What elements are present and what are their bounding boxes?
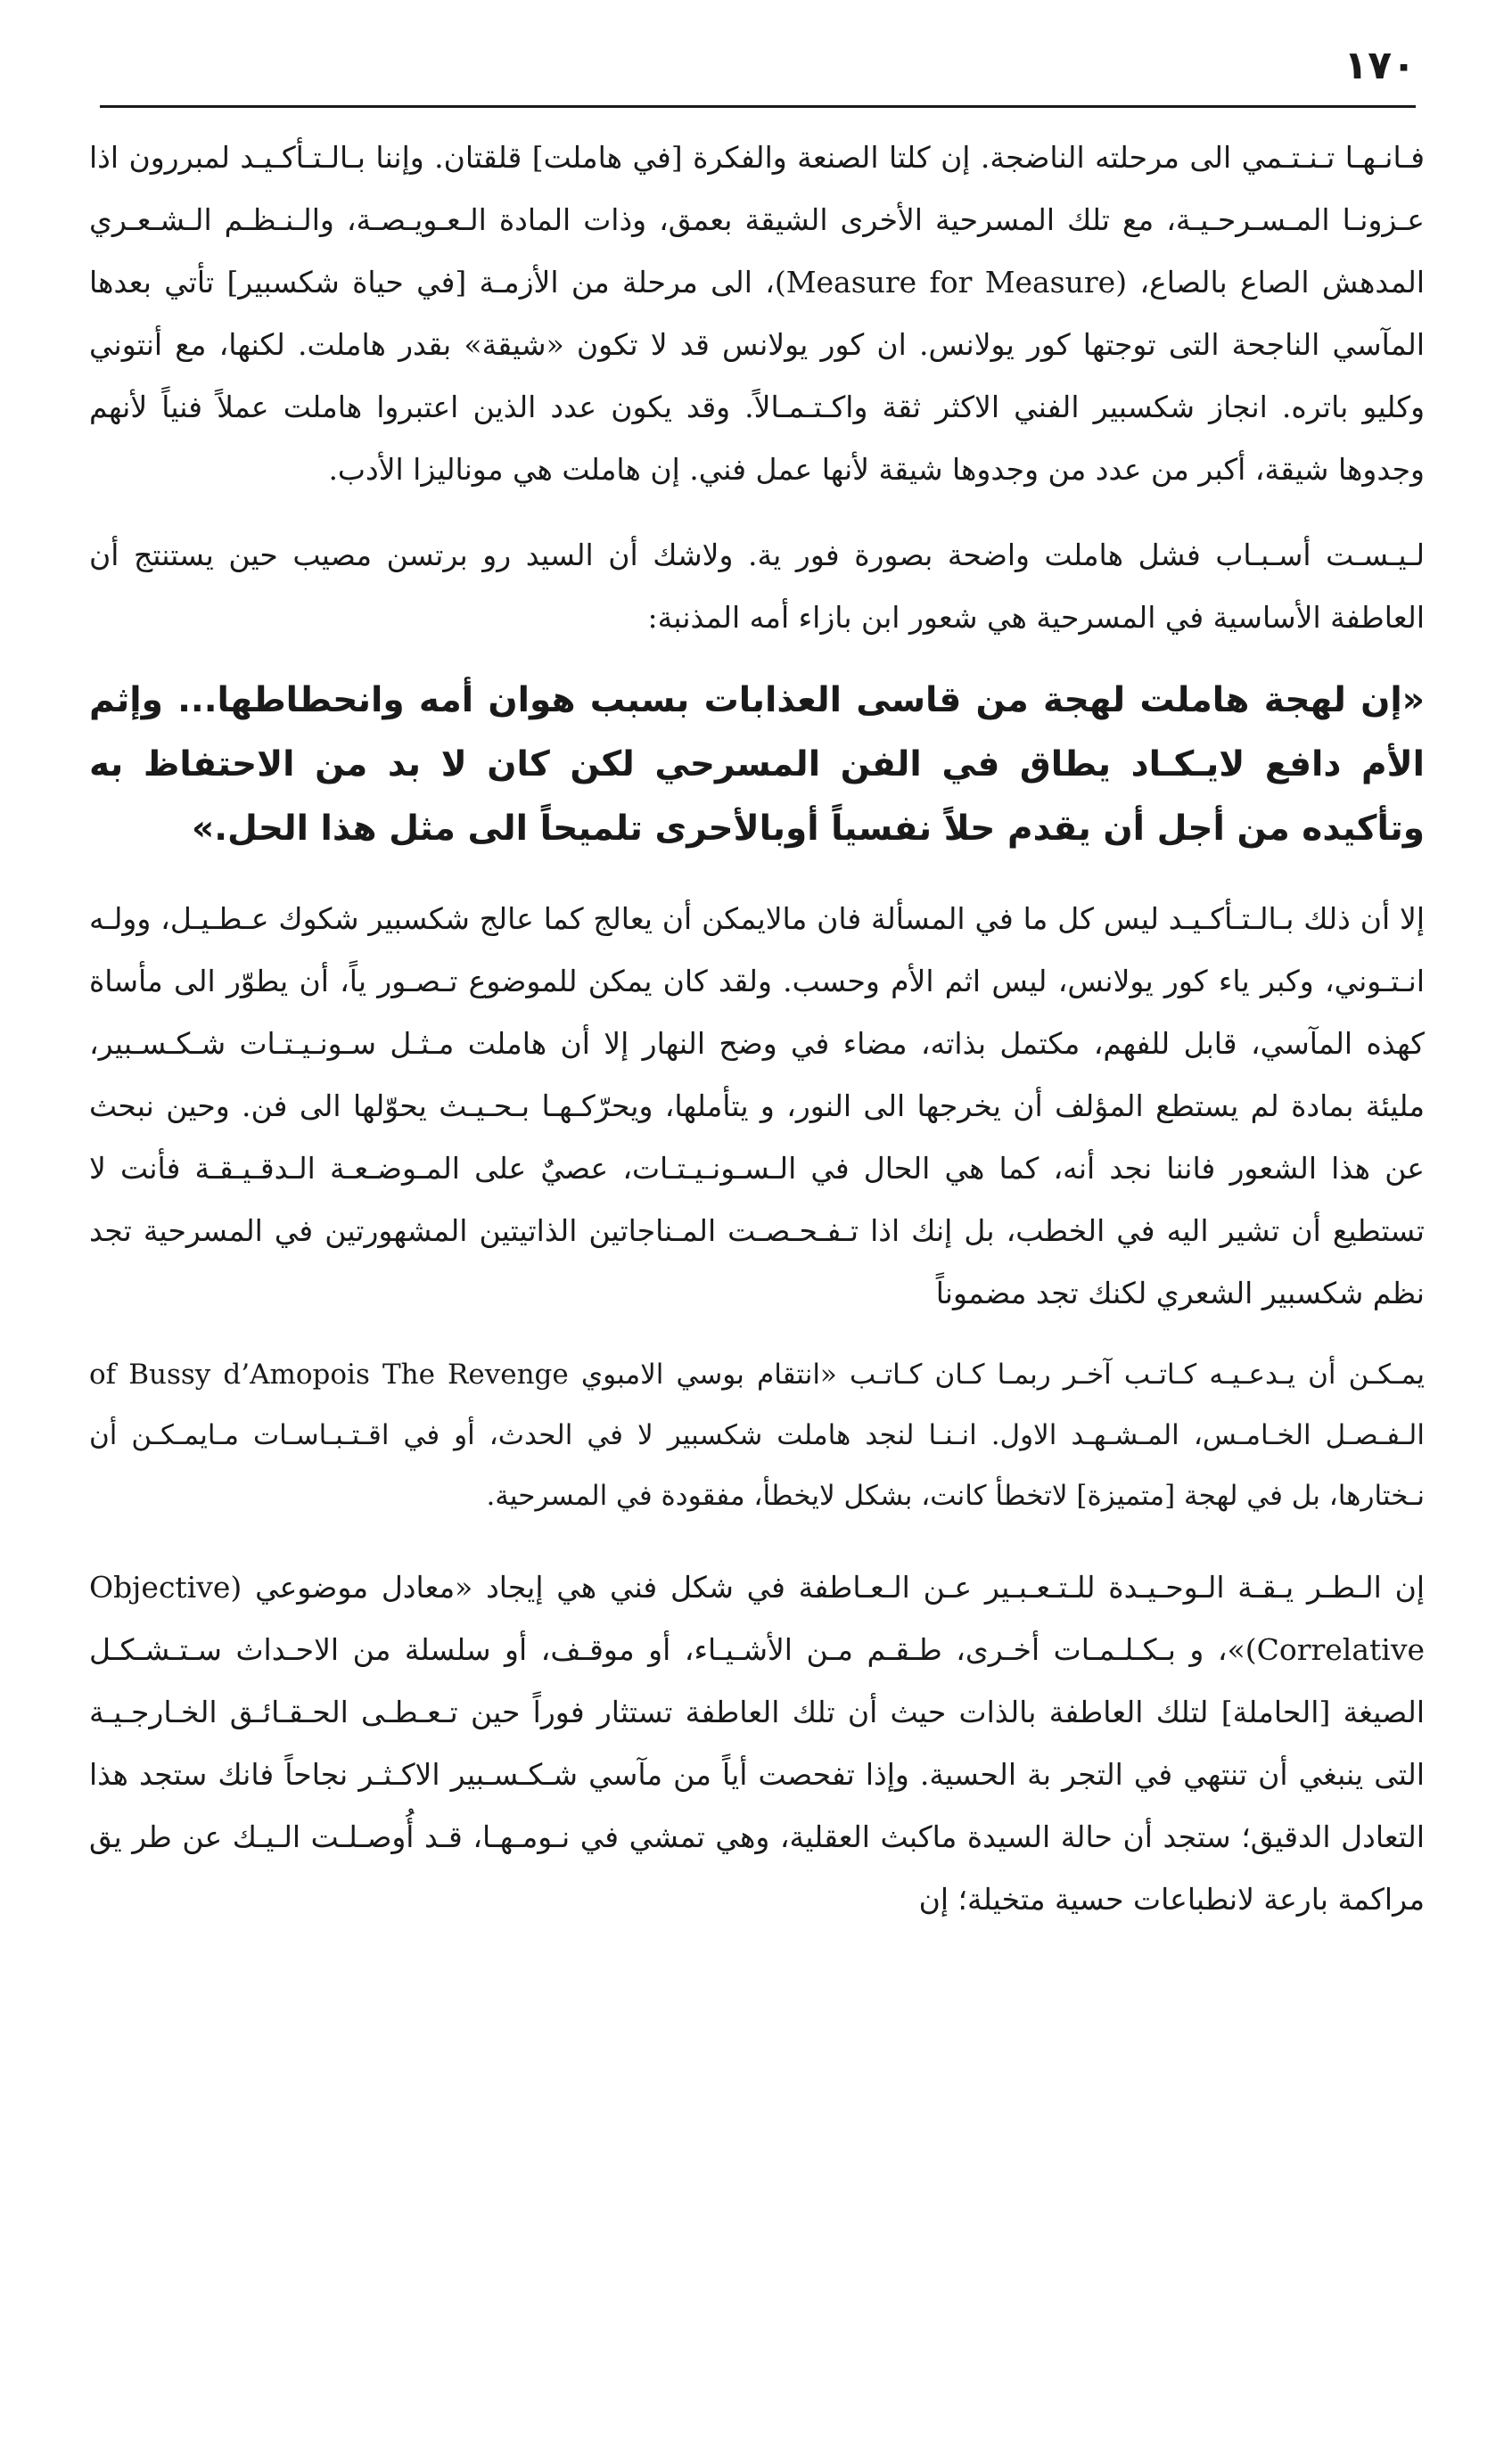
paragraph-gap bbox=[89, 1546, 1425, 1556]
paragraph-4: يمـكـن أن يـدعـيـه كـاتـب آخـر ربمـا كـان كـاتـب «انتقام بوسي الامبوي of Bussy d’Amopois The Revenge الـفـصـل الخـامـس، المـشـهـد الاول. انـنـا لنجد هاملت شكسبير لا في الحدث، أو في اقـتـبـاسـات مـايمـكـن أن نـختارها، بل في لهجة [متميزة] لاتخطأ كانت، بشكل لايخطأ، مفقودة في المسرحية. bbox=[89, 1359, 1425, 1512]
page-number: ١٧٠ bbox=[1344, 43, 1416, 88]
paragraph-2: لـيـسـت أسـبـاب فشل هاملت واضحة بصورة فور ية. ولاشك أن السيد رو برتسن مصيب حين يستنتج أن العاطفة الأساسية في المسرحية هي شعور ابن بازاء أمه المذنبة: bbox=[89, 538, 1425, 635]
paragraph-5: إن الـطـر يـقـة الـوحـيـدة للـتـعـبـير عـن الـعـاطفة في شكل فني هي إيجاد «معادل موضوعي (Objective Correlative)»، و بـكـلـمـات أخـرى، طـقـم مـن الأشـيـاء، أو موقـف، أو سلسلة من الاحـداث سـتـشـكـل الصيغة [الحاملة] لتلك العاطفة بالذات حيث أن تلك العاطفة تستثار فوراً حين تـعـطـى الحـقـائـق الخـارجـيـة التى ينبغي أن تنتهي في التجر بة الحسية. وإذا تفحصت أياً من مآسي شـكـسـبير الاكـثـر نجاحاً فانك ستجد هذا التعادل الدقيق؛ ستجد أن حالة السيدة ماكبث العقلية، وهي تمشي في نـومـهـا، قـد أُوصـلـت الـيـك عن طر يق مراكمة بارعة لانطباعات حسية متخيلة؛ إن bbox=[89, 1570, 1425, 1917]
header-rule bbox=[100, 105, 1416, 108]
page-body bbox=[89, 127, 1425, 1950]
block-quote: «إن لهجة هاملت لهجة من قاسى العذابات بسبب هوان أمه وانحطاطها... وإثم الأم دافع لايـكـاد يطاق في الفن المسرحي لكن كان لا بد من الاحتفاظ به وتأكيده من أجل أن يقدم حلاً نفسياً أوبالأحرى تلميحاً الى مثل هذا الحل.» bbox=[89, 680, 1425, 849]
paragraph-1: فـانـهـا تـنـتـمي الى مرحلته الناضجة. إن كلتا الصنعة والفكرة [في هاملت] قلقتان. وإننا بـالـتـأكـيـد لمبررون اذا عـزونـا المـسـرحـيـة، مع تلك المسرحية الأخرى الشيقة بعمق، وذات المادة الـعـويـصـة، والـنـظـم الـشـعـري المدهش الصاع بالصاع، (Measure for Measure)، الى مرحلة من الأزمـة [في حياة شكسبير] تأتي بعدها المآسي الناجحة التى توجتها كور يولانس. ان كور يولانس قد لا تكون «شيقة» بقدر هاملت. لكنها، مع أنتوني وكليو باتره. انجاز شكسبير الفني الاكثر ثقة واكـتـمـالاً. وقد يكون عدد الذين اعتبروا هاملت عملاً فنياً لأنهم وجدوها شيقة، أكبر من عدد من وجدوها شيقة لأنها عمل فني. إن هاملت هي موناليزا الأدب. bbox=[89, 140, 1425, 487]
paragraph-3: إلا أن ذلك بـالـتـأكـيـد ليس كل ما في المسألة فان مالايمكن أن يعالج كما عالج شكسبير شكوك عـطـيـل، وولـه انـتـوني، وكبر ياء كور يولانس، ليس اثم الأم وحسب. ولقد كان يمكن للموضوع تـصـور ياً، أن يطوّر الى مأساة كهذه المآسي، قابل للفهم، مكتمل بذاته، مضاء في وضح النهار إلا أن هاملت مـثـل سـونـيـتـات شـكـسـبير، مليئة بمادة لم يستطع المؤلف أن يخرجها الى النور، و يتأملها، ويحرّكـهـا بـحـيـث يحوّلها الى فن. وحين نبحث عن هذا الشعور فاننا نجد أنه، كما هي الحال في الـسـونـيـتـات، عصيٌ على المـوضـعـة الـدقـيـقـة فأنت لا تستطيع أن تشير اليه في الخطب، بل إنك اذا تـفـحـصـت المـناجاتين الذاتيتين المشهورتين في المسرحية تجد نظم شكسبير الشعري لكنك تجد مضموناً bbox=[89, 901, 1425, 1310]
